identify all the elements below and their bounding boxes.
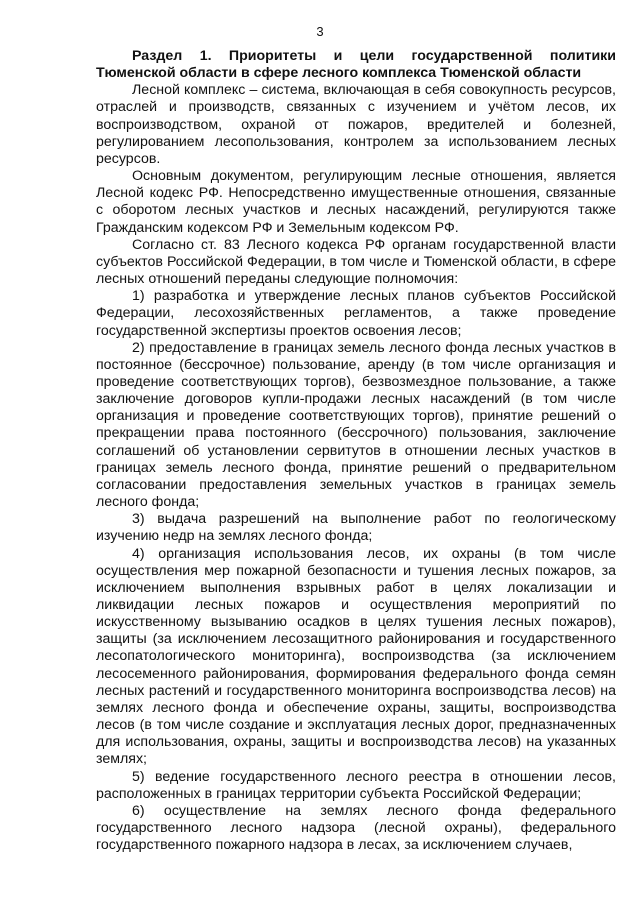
list-item-4: 4) организация использования лесов, их охраны (в том числе осуществления мер пожарной безопасности и тушения лесных пожаров, за исключением выполнения взрывных работ в целях локализации и ликвидации лесных пожаров и осуществления мероприятий по искусственному вызыванию осадков в целях тушения лесных пожаров), защиты (за исключением лесозащитного районирования и государственного лесопатологического мониторинга), воспроизводства (за исключением лесосеменного районирования, формирования федерального фонда семян лесных растений и государственного мониторинга воспроизводства лесов) на землях лесного фонда и обеспечение охраны, защиты, воспроизводства лесов (в том числе создание и эксплуатация лесных дорог, предназначенных для использования, охраны, защиты и воспроизводства лесов) на указанных землях; bbox=[96, 545, 616, 768]
document-body bbox=[96, 48, 616, 854]
section-heading: Раздел 1. Приоритеты и цели государственной политики Тюменской области в сфере лесного комплекса Тюменской области bbox=[96, 48, 616, 82]
list-item-3: 3) выдача разрешений на выполнение работ по геологическому изучению недр на землях лесного фонда; bbox=[96, 511, 616, 545]
list-item-6: 6) осуществление на землях лесного фонда федерального государственного лесного надзора (лесной охраны), федерального государственного пожарного надзора в лесах, за исключением случаев, bbox=[96, 802, 616, 854]
list-item-1: 1) разработка и утверждение лесных планов субъектов Российской Федерации, лесохозяйственных регламентов, а также проведение государственной экспертизы проектов освоения лесов; bbox=[96, 288, 616, 339]
paragraph-article-83-intro: Согласно ст. 83 Лесного кодекса РФ органам государственной власти субъектов Российской Федерации, в том числе и Тюменской области, в сфере лесных отношений переданы следующие полномочия: bbox=[96, 236, 616, 288]
page-number: 3 bbox=[316, 24, 324, 39]
list-item-5: 5) ведение государственного лесного реестра в отношении лесов, расположенных в границах территории субъекта Российской Федерации; bbox=[96, 768, 616, 802]
paragraph-forest-complex-definition: Лесной комплекс – система, включающая в себя совокупность ресурсов, отраслей и производств, связанных с изучением и учётом лесов, их воспроизводством, охраной от пожаров, вредителей и болезней, регулированием лесопользования, контролем за использованием лесных ресурсов. bbox=[96, 82, 616, 167]
paragraph-forest-code: Основным документом, регулирующим лесные отношения, является Лесной кодекс РФ. Непосредственно имущественные отношения, связанные с оборотом лесных участков и лесных насаждений, регулируются также Гражданским кодексом РФ и Земельным кодексом РФ. bbox=[96, 168, 616, 236]
list-item-2: 2) предоставление в границах земель лесного фонда лесных участков в постоянное (бессрочное) пользование, аренду (в том числе организация и проведение соответствующих торгов), безвозмездное пользование, а также заключение договоров купли-продажи лесных насаждений (в том числе организация и проведение соответствующих торгов), принятие решений о прекращении права постоянного (бессрочного) пользования, заключение соглашений об установлении сервитутов в отношении лесных участков в границах земель лесного фонда, принятие решений о предварительном согласовании предоставления земельных участков в границах земель лесного фонда; bbox=[96, 339, 616, 511]
